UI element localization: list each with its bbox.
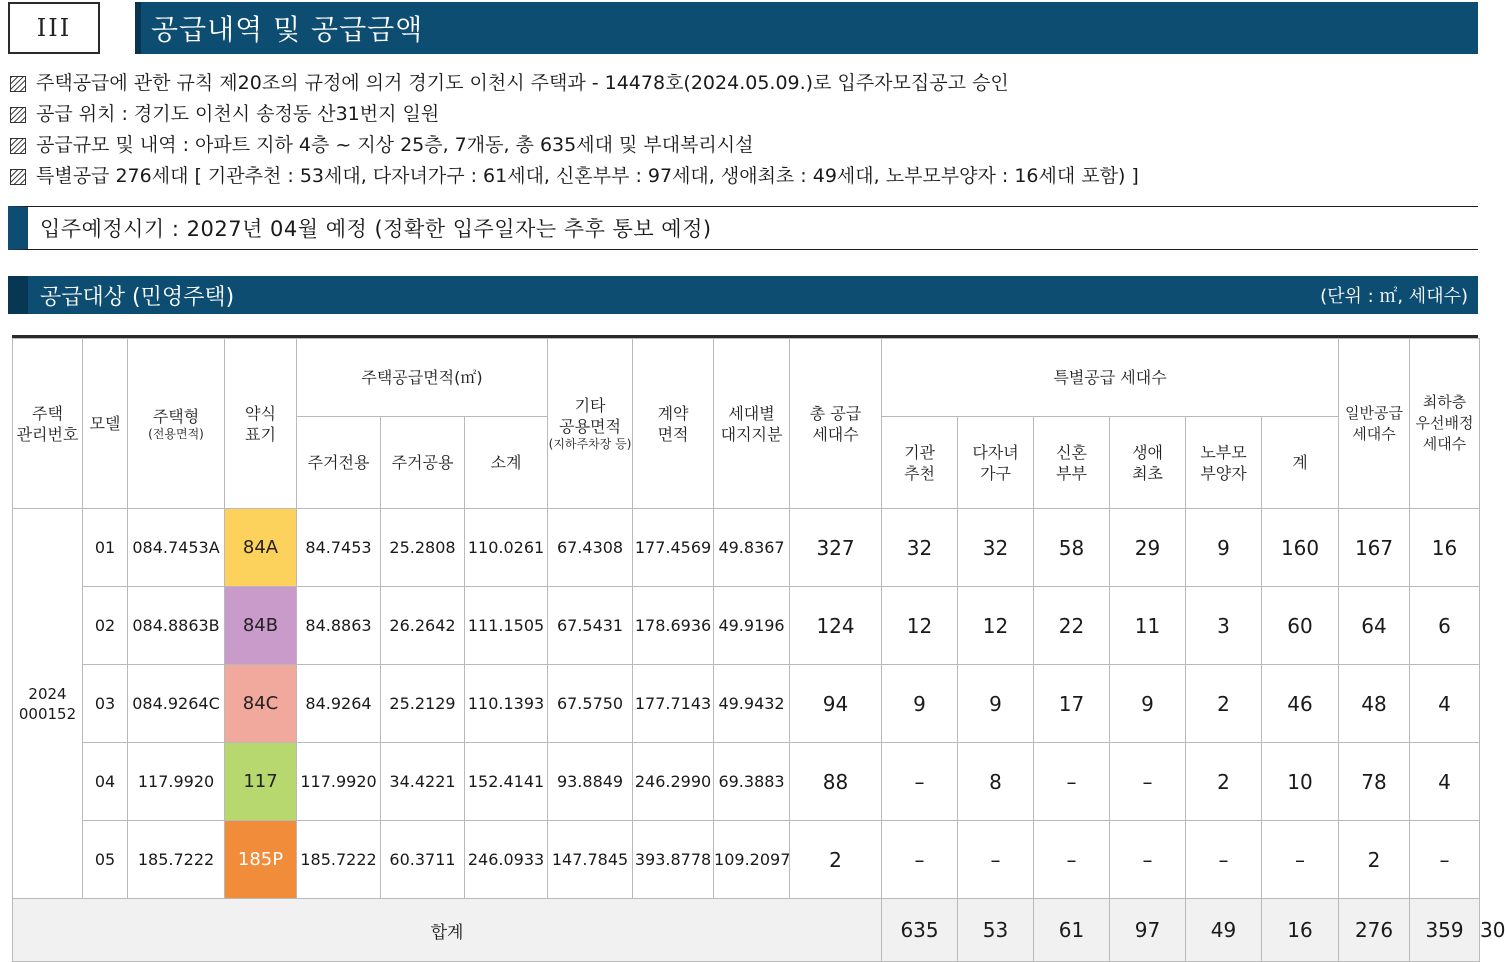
total-cell: 327 [790, 509, 882, 587]
general-cell: 167 [1339, 509, 1410, 587]
header-elderly: 노부모 부양자 [1186, 417, 1262, 509]
total-first-cell: 49 [1186, 899, 1262, 962]
common-cell: 25.2129 [381, 665, 465, 743]
hatch-bullet-icon [10, 138, 26, 154]
model-cell: 01 [83, 509, 128, 587]
other-cell: 67.5750 [548, 665, 633, 743]
other-cell: 67.5431 [548, 587, 633, 665]
newlywed-cell: – [1034, 821, 1110, 899]
table-row [13, 509, 1480, 587]
total-multi-cell: 61 [1034, 899, 1110, 962]
header-housing-type-label: 주택형 [152, 406, 200, 426]
mgmt-no-cell: 2024 000152 [13, 509, 83, 899]
general-cell: 48 [1339, 665, 1410, 743]
total-special-sum-cell: 276 [1339, 899, 1410, 962]
model-cell: 05 [83, 821, 128, 899]
header-land: 세대별 대지지분 [714, 339, 790, 509]
total-cell: 124 [790, 587, 882, 665]
newlywed-cell: 17 [1034, 665, 1110, 743]
header-housing-type [128, 339, 225, 509]
first-cell: – [1110, 821, 1186, 899]
common-cell: 34.4221 [381, 743, 465, 821]
move-in-text: 입주예정시기 : 2027년 04월 예정 (정확한 입주일자는 추후 통보 예정) [40, 217, 712, 241]
land-cell: 109.2097 [714, 821, 790, 899]
header-supply-area: 주택공급면적(㎡) [297, 339, 548, 417]
lowest-cell: 16 [1410, 509, 1480, 587]
other-cell: 147.7845 [548, 821, 633, 899]
hatch-bullet-icon [10, 107, 26, 123]
inst-cell: 32 [882, 509, 958, 587]
note-item [10, 68, 1139, 99]
general-cell: 2 [1339, 821, 1410, 899]
note-item [10, 161, 1139, 192]
section-title-text: 공급내역 및 공급금액 [151, 13, 424, 46]
abbr-badge: 117 [225, 743, 297, 821]
multi-cell: 8 [958, 743, 1034, 821]
contract-cell: 177.7143 [633, 665, 714, 743]
subtotal-cell: 110.1393 [465, 665, 548, 743]
special-sum-cell: 160 [1262, 509, 1339, 587]
first-cell: – [1110, 743, 1186, 821]
elderly-cell: 2 [1186, 743, 1262, 821]
special-sum-cell: 46 [1262, 665, 1339, 743]
header-housing-type-sub: (전용면적) [148, 426, 204, 441]
total-row: 합계 635 53 61 97 49 16 276 359 30 [13, 899, 1480, 962]
header-newlywed: 신혼 부부 [1034, 417, 1110, 509]
abbr-badge: 84A [225, 509, 297, 587]
other-cell: 93.8849 [548, 743, 633, 821]
multi-cell: 12 [958, 587, 1034, 665]
note-item [10, 99, 1139, 130]
exclusive-cell: 185.7222 [297, 821, 381, 899]
header-general: 일반공급 세대수 [1339, 339, 1410, 509]
total-inst-cell: 53 [958, 899, 1034, 962]
subtotal-cell: 152.4141 [465, 743, 548, 821]
land-cell: 49.8367 [714, 509, 790, 587]
note-item [10, 130, 1139, 161]
abbr-badge: 84C [225, 665, 297, 743]
contract-cell: 246.2990 [633, 743, 714, 821]
header-inst: 기관 추천 [882, 417, 958, 509]
special-sum-cell: 10 [1262, 743, 1339, 821]
note-text: 주택공급에 관한 규칙 제20조의 규정에 의거 경기도 이천시 주택과 - 14478호(2024.05.09.)로 입주자모집공고 승인 [36, 72, 1009, 94]
inst-cell: – [882, 743, 958, 821]
total-general-cell: 359 [1410, 899, 1480, 962]
table-body [13, 509, 1505, 962]
common-cell: 26.2642 [381, 587, 465, 665]
special-sum-cell: – [1262, 821, 1339, 899]
section-number: III [8, 2, 100, 54]
section-title [135, 2, 1478, 54]
subtotal-cell: 111.1505 [465, 587, 548, 665]
general-cell: 64 [1339, 587, 1410, 665]
header-exclusive: 주거전용 [297, 417, 381, 509]
hatch-bullet-icon [10, 76, 26, 92]
total-cell: 88 [790, 743, 882, 821]
table-row [13, 587, 1480, 665]
common-cell: 25.2808 [381, 509, 465, 587]
multi-cell: 32 [958, 509, 1034, 587]
header-common: 주거공용 [381, 417, 465, 509]
header-lowest: 최하층 우선배정 세대수 [1410, 339, 1480, 509]
total-cell: 94 [790, 665, 882, 743]
other-cell: 67.4308 [548, 509, 633, 587]
header-model: 모델 [83, 339, 128, 509]
note-text: 특별공급 276세대 [ 기관추천 : 53세대, 다자녀가구 : 61세대, 신혼부부 : 97세대, 생애최초 : 49세대, 노부모부양자 : 16세대 포함) ] [36, 165, 1139, 187]
elderly-cell: 3 [1186, 587, 1262, 665]
header-abbr: 약식 표기 [225, 339, 297, 509]
contract-cell: 393.8778 [633, 821, 714, 899]
note-text: 공급 위치 : 경기도 이천시 송정동 산31번지 일원 [36, 103, 440, 125]
lowest-cell: 6 [1410, 587, 1480, 665]
first-cell: 9 [1110, 665, 1186, 743]
lowest-cell: 4 [1410, 743, 1480, 821]
abbr-badge: 185P [225, 821, 297, 899]
elderly-cell: 2 [1186, 665, 1262, 743]
multi-cell: 9 [958, 665, 1034, 743]
general-cell: 78 [1339, 743, 1410, 821]
exclusive-cell: 84.7453 [297, 509, 381, 587]
table-row [13, 743, 1480, 821]
subtotal-cell: 246.0933 [465, 821, 548, 899]
type-cell: 117.9920 [128, 743, 225, 821]
header-special: 특별공급 세대수 [882, 339, 1339, 417]
notes-list [10, 68, 1139, 192]
special-sum-cell: 60 [1262, 587, 1339, 665]
header-subtotal: 소계 [465, 417, 548, 509]
exclusive-cell: 84.9264 [297, 665, 381, 743]
table-row [13, 665, 1480, 743]
header-other-common-label: 기타 공용면적 [559, 396, 621, 436]
supply-table [12, 338, 1505, 962]
first-cell: 11 [1110, 587, 1186, 665]
contract-cell: 177.4569 [633, 509, 714, 587]
model-cell: 04 [83, 743, 128, 821]
land-cell: 69.3883 [714, 743, 790, 821]
lowest-cell: – [1410, 821, 1480, 899]
hatch-bullet-icon [10, 169, 26, 185]
header-mgmt-no: 주택 관리번호 [13, 339, 83, 509]
exclusive-cell: 117.9920 [297, 743, 381, 821]
header-special-sum: 계 [1262, 417, 1339, 509]
header-other-common-sub: (지하주차장 등) [548, 437, 632, 451]
move-in-schedule [8, 206, 1478, 250]
newlywed-cell: 58 [1034, 509, 1110, 587]
subtotal-cell: 110.0261 [465, 509, 548, 587]
total-total-cell: 635 [882, 899, 958, 962]
type-cell: 185.7222 [128, 821, 225, 899]
total-label: 합계 [13, 899, 882, 962]
supply-target-title: 공급대상 (민영주택) [40, 284, 235, 310]
type-cell: 084.9264C [128, 665, 225, 743]
header-other-common [548, 339, 633, 509]
type-cell: 084.7453A [128, 509, 225, 587]
newlywed-cell: – [1034, 743, 1110, 821]
note-text: 공급규모 및 내역 : 아파트 지하 4층 ~ 지상 25층, 7개동, 총 635세대 및 부대복리시설 [36, 134, 754, 156]
elderly-cell: – [1186, 821, 1262, 899]
newlywed-cell: 22 [1034, 587, 1110, 665]
total-elderly-cell: 16 [1262, 899, 1339, 962]
model-cell: 03 [83, 665, 128, 743]
supply-target-header [8, 276, 1478, 314]
contract-cell: 178.6936 [633, 587, 714, 665]
total-cell: 2 [790, 821, 882, 899]
total-newlywed-cell: 97 [1110, 899, 1186, 962]
type-cell: 084.8863B [128, 587, 225, 665]
inst-cell: 12 [882, 587, 958, 665]
table-row [13, 821, 1480, 899]
common-cell: 60.3711 [381, 821, 465, 899]
inst-cell: – [882, 821, 958, 899]
header-first: 생애 최초 [1110, 417, 1186, 509]
land-cell: 49.9432 [714, 665, 790, 743]
inst-cell: 9 [882, 665, 958, 743]
multi-cell: – [958, 821, 1034, 899]
abbr-badge: 84B [225, 587, 297, 665]
elderly-cell: 9 [1186, 509, 1262, 587]
header-multi: 다자녀 가구 [958, 417, 1034, 509]
exclusive-cell: 84.8863 [297, 587, 381, 665]
header-total-units: 총 공급 세대수 [790, 339, 882, 509]
model-cell: 02 [83, 587, 128, 665]
land-cell: 49.9196 [714, 587, 790, 665]
header-contract: 계약 면적 [633, 339, 714, 509]
first-cell: 29 [1110, 509, 1186, 587]
supply-table-wrapper [12, 335, 1505, 962]
unit-note: (단위 : ㎡, 세대수) [1320, 286, 1468, 307]
lowest-cell: 4 [1410, 665, 1480, 743]
